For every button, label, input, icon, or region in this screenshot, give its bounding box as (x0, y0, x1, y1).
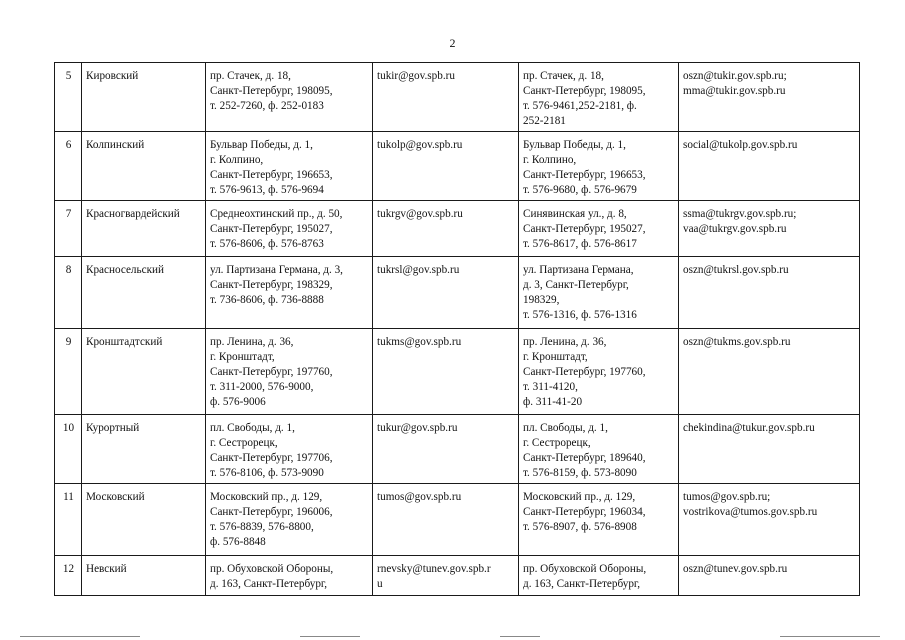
email-cell: tukrsl@gov.spb.ru (373, 257, 519, 329)
district-name: Колпинский (82, 132, 206, 201)
email-cell: tukir@gov.spb.ru (373, 63, 519, 132)
row-number: 5 (55, 63, 82, 132)
row-number: 9 (55, 329, 82, 415)
email-cell: tukrgv@gov.spb.ru (373, 201, 519, 257)
email-cell: tukur@gov.spb.ru (373, 415, 519, 484)
address-cell: пр. Обуховской Обороны, д. 163, Санкт-Петербург, (519, 556, 679, 596)
email-cell: tumos@gov.spb.ru; vostrikova@tumos.gov.spb.ru (679, 484, 860, 556)
district-name: Кронштадтский (82, 329, 206, 415)
email-cell: ssma@tukrgv.gov.spb.ru; vaa@tukrgv.gov.spb.ru (679, 201, 860, 257)
scan-edge-lines (0, 630, 905, 640)
scan-line (780, 636, 880, 637)
address-cell: Среднеохтинский пр., д. 50, Санкт-Петербург, 195027, т. 576-8606, ф. 576-8763 (206, 201, 373, 257)
row-number: 12 (55, 556, 82, 596)
address-cell: пл. Свободы, д. 1, г. Сестрорецк, Санкт-Петербург, 197706, т. 576-8106, ф. 573-9090 (206, 415, 373, 484)
scan-line (20, 636, 140, 637)
row-number: 6 (55, 132, 82, 201)
address-cell: ул. Партизана Германа, д. 3, Санкт-Петербург, 198329, т. 736-8606, ф. 736-8888 (206, 257, 373, 329)
email-cell: oszn@tukir.gov.spb.ru; mma@tukir.gov.spb.ru (679, 63, 860, 132)
email-cell: oszn@tukms.gov.spb.ru (679, 329, 860, 415)
email-cell: rnevsky@tunev.gov.spb.r u (373, 556, 519, 596)
scan-line (300, 636, 360, 637)
table-row (55, 329, 860, 415)
email-cell: tukms@gov.spb.ru (373, 329, 519, 415)
page-number: 2 (449, 36, 456, 50)
email-cell: chekindina@tukur.gov.spb.ru (679, 415, 860, 484)
table-row (55, 132, 860, 201)
address-cell: Бульвар Победы, д. 1, г. Колпино, Санкт-Петербург, 196653, т. 576-9680, ф. 576-9679 (519, 132, 679, 201)
district-name: Курортный (82, 415, 206, 484)
district-name: Кировский (82, 63, 206, 132)
address-cell: пр. Стачек, д. 18, Санкт-Петербург, 198095, т. 252-7260, ф. 252-0183 (206, 63, 373, 132)
table-row (55, 257, 860, 329)
table-row (55, 201, 860, 257)
email-cell: tukolp@gov.spb.ru (373, 132, 519, 201)
email-cell: social@tukolp.gov.spb.ru (679, 132, 860, 201)
address-cell: пр. Стачек, д. 18, Санкт-Петербург, 198095, т. 576-9461,252-2181, ф. 252-2181 (519, 63, 679, 132)
table-row (55, 415, 860, 484)
districts-table (54, 62, 860, 596)
address-cell: Московский пр., д. 129, Санкт-Петербург, 196006, т. 576-8839, 576-8800, ф. 576-8848 (206, 484, 373, 556)
email-cell: oszn@tukrsl.gov.spb.ru (679, 257, 860, 329)
address-cell: пр. Ленина, д. 36, г. Кронштадт, Санкт-Петербург, 197760, т. 311-4120, ф. 311-41-20 (519, 329, 679, 415)
district-name: Красногвардейский (82, 201, 206, 257)
table-row (55, 556, 860, 596)
district-name: Невский (82, 556, 206, 596)
table-row (55, 484, 860, 556)
address-cell: пр. Ленина, д. 36, г. Кронштадт, Санкт-Петербург, 197760, т. 311-2000, 576-9000, ф. 576-9006 (206, 329, 373, 415)
address-cell: Бульвар Победы, д. 1, г. Колпино, Санкт-Петербург, 196653, т. 576-9613, ф. 576-9694 (206, 132, 373, 201)
scan-line (500, 636, 540, 637)
address-cell: пр. Обуховской Обороны, д. 163, Санкт-Петербург, (206, 556, 373, 596)
address-cell: ул. Партизана Германа, д. 3, Санкт-Петербург, 198329, т. 576-1316, ф. 576-1316 (519, 257, 679, 329)
row-number: 8 (55, 257, 82, 329)
address-cell: Синявинская ул., д. 8, Санкт-Петербург, 195027, т. 576-8617, ф. 576-8617 (519, 201, 679, 257)
district-name: Красносельский (82, 257, 206, 329)
address-cell: пл. Свободы, д. 1, г. Сестрорецк, Санкт-Петербург, 189640, т. 576-8159, ф. 573-8090 (519, 415, 679, 484)
row-number: 11 (55, 484, 82, 556)
email-cell: tumos@gov.spb.ru (373, 484, 519, 556)
address-cell: Московский пр., д. 129, Санкт-Петербург, 196034, т. 576-8907, ф. 576-8908 (519, 484, 679, 556)
email-cell: oszn@tunev.gov.spb.ru (679, 556, 860, 596)
row-number: 10 (55, 415, 82, 484)
table-row (55, 63, 860, 132)
row-number: 7 (55, 201, 82, 257)
district-name: Московский (82, 484, 206, 556)
